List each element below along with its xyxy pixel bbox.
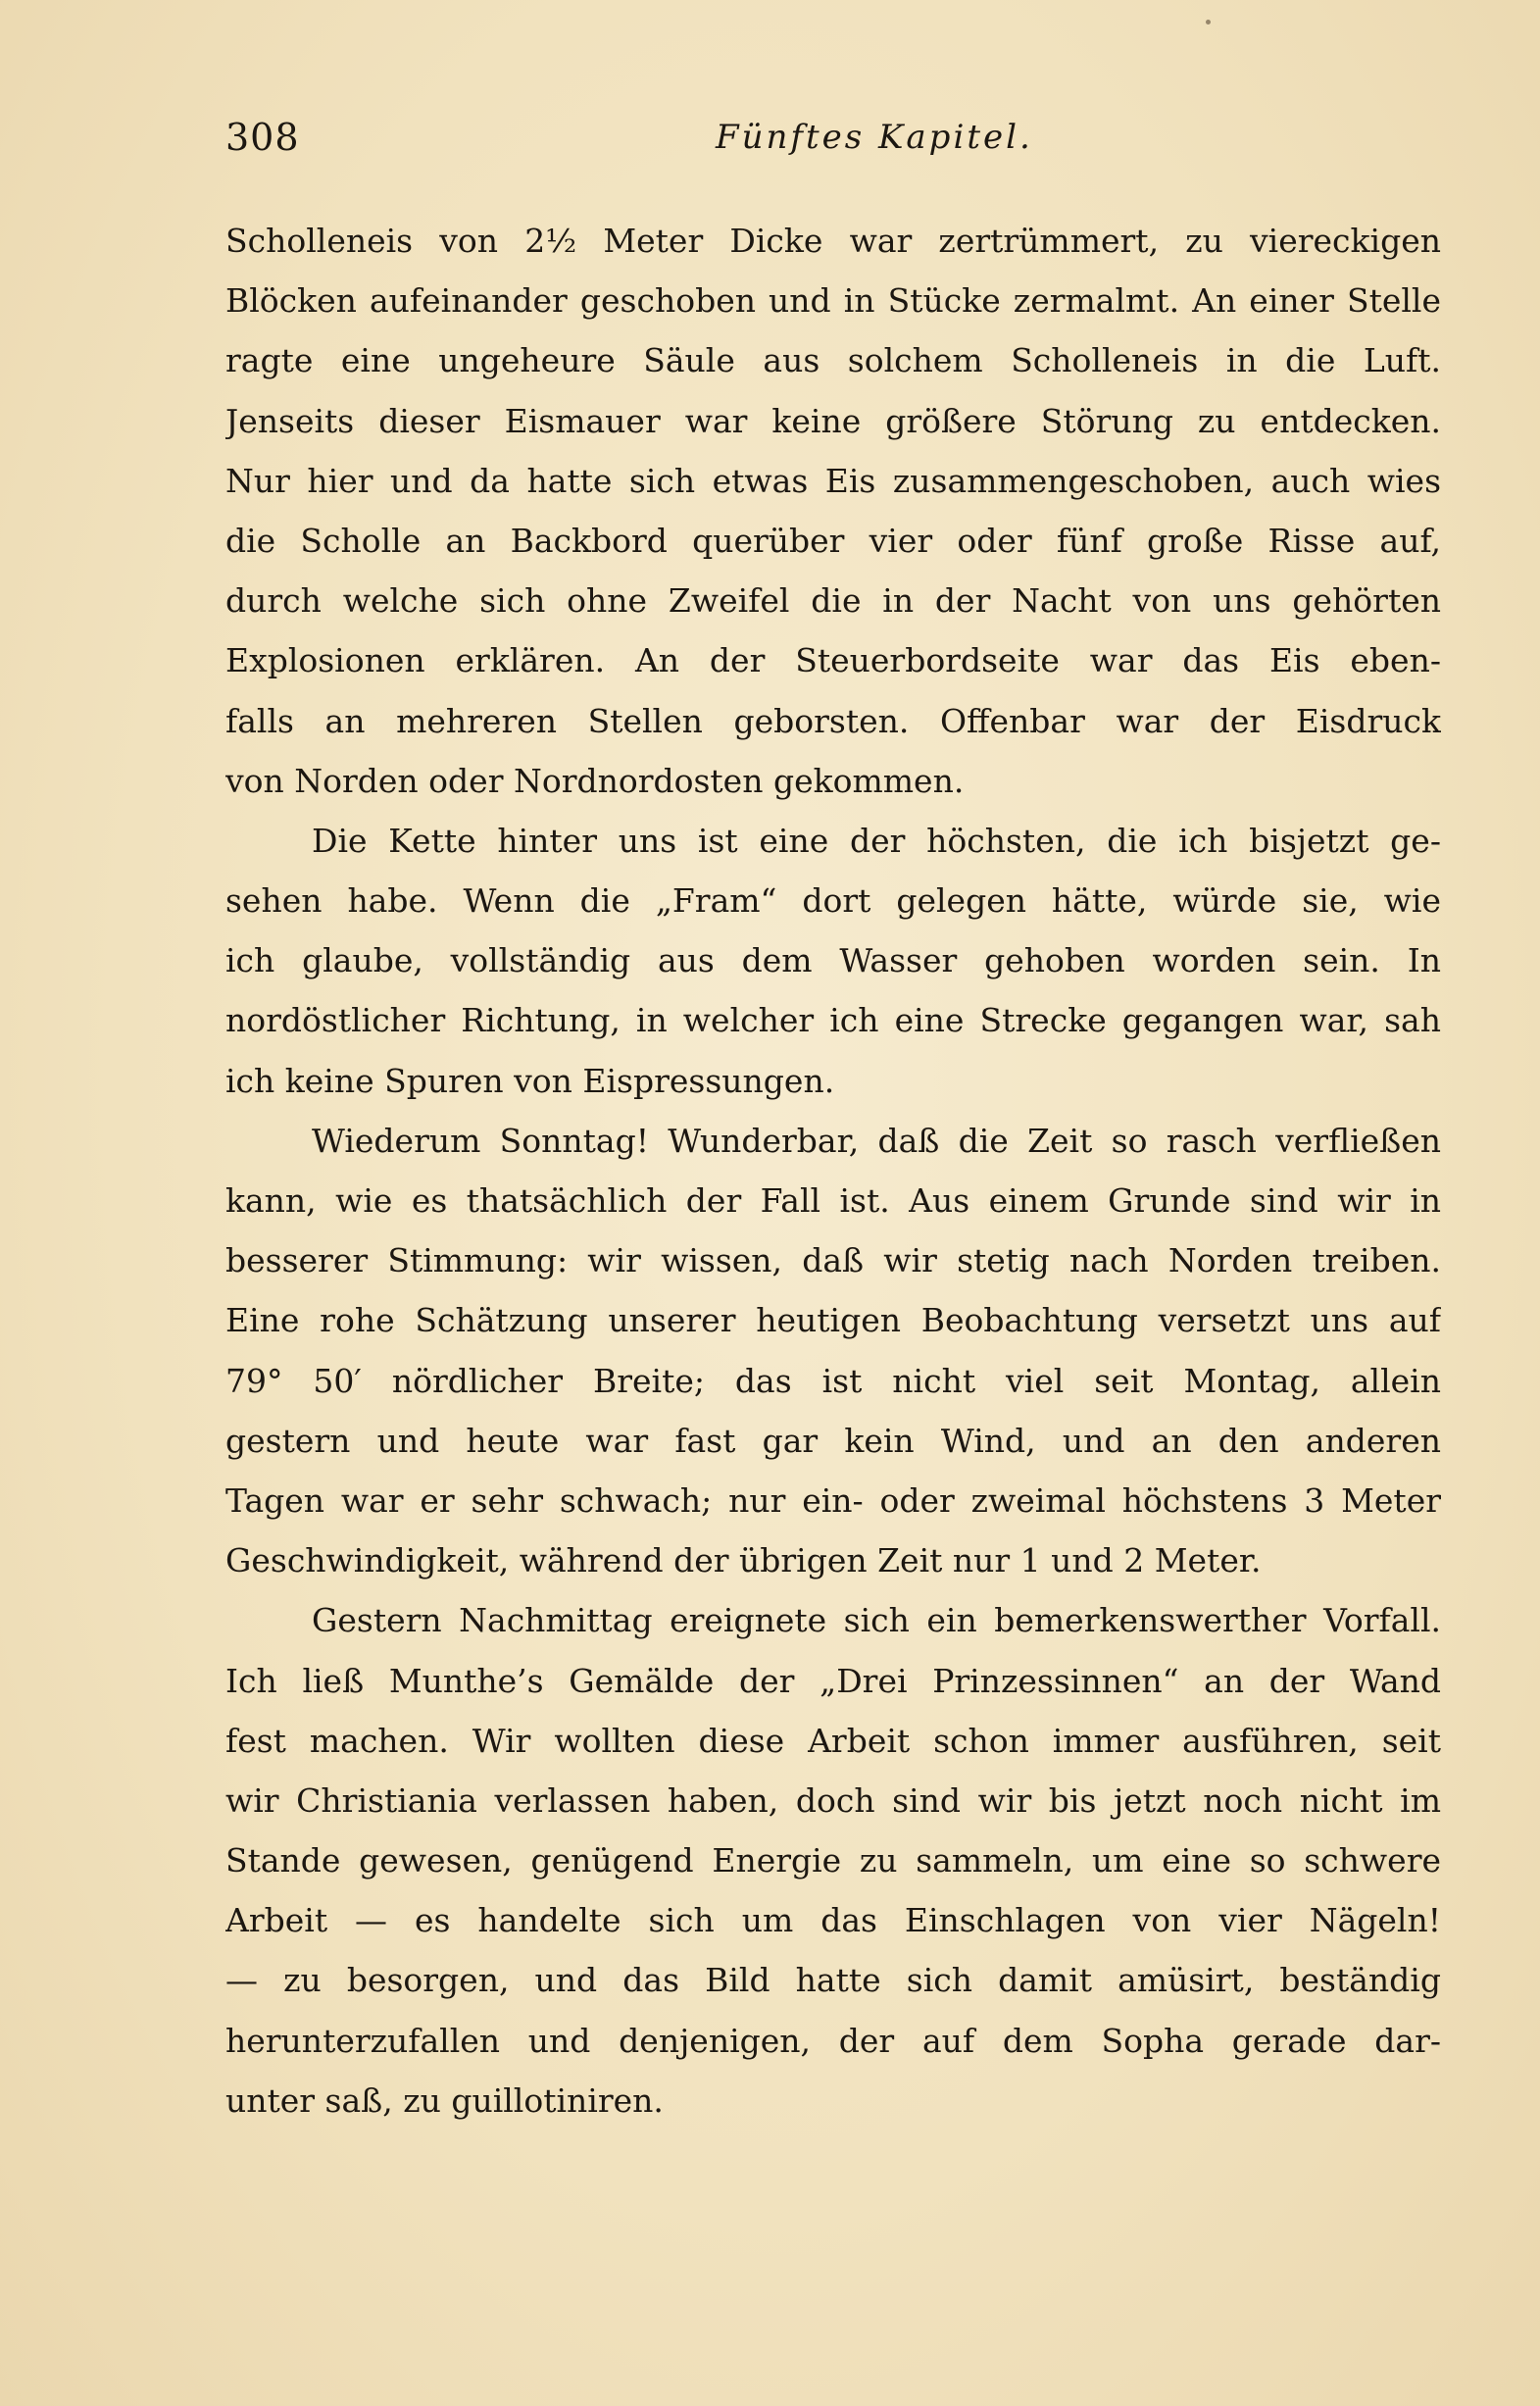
body-text xyxy=(225,211,1441,2130)
text-line: wir Christiania verlassen haben, doch sind wir bis jetzt noch nicht im xyxy=(225,1780,1441,1820)
text-line: Explosionen erklären. An der Steuerbordseite war das Eis eben- xyxy=(225,641,1441,680)
text-line: Ich ließ Munthe’s Gemälde der „Drei Prinzessinnen“ an der Wand xyxy=(225,1661,1441,1700)
running-head: Fünftes Kapitel. xyxy=(716,118,1033,157)
text-line: Arbeit — es handelte sich um das Einschlagen von vier Nägeln! xyxy=(225,1901,1441,1940)
text-line: kann, wie es thatsächlich der Fall ist. Aus einem Grunde sind wir in xyxy=(225,1181,1441,1220)
text-line: Geschwindigkeit, während der übrigen Zeit nur 1 und 2 Meter. xyxy=(225,1541,1262,1580)
text-line: Eine rohe Schätzung unserer heutigen Beobachtung versetzt uns auf xyxy=(225,1301,1441,1340)
text-line: 79° 50′ nördlicher Breite; das ist nicht viel seit Montag, allein xyxy=(225,1361,1441,1400)
text-line: ich keine Spuren von Eispressungen. xyxy=(225,1061,835,1100)
text-line: durch welche sich ohne Zweifel die in der Nacht von uns gehörten xyxy=(225,581,1441,621)
paragraph-3 xyxy=(225,1111,1441,1591)
text-line: Jenseits dieser Eismauer war keine größere Störung zu entdecken. xyxy=(225,401,1441,440)
text-line: Gestern Nachmittag ereignete sich ein bemerkenswerther Vorfall. xyxy=(312,1601,1441,1640)
text-line: von Norden oder Nordnordosten gekommen. xyxy=(225,761,965,800)
text-line: sehen habe. Wenn die „Fram“ dort gelegen hätte, würde sie, wie xyxy=(225,881,1441,921)
text-line: gestern und heute war fast gar kein Wind, und an den anderen xyxy=(225,1421,1441,1460)
text-line: Stande gewesen, genügend Energie zu sammeln, um eine so schwere xyxy=(225,1841,1441,1880)
text-line: Tagen war er sehr schwach; nur ein- oder zweimal höchstens 3 Meter xyxy=(225,1480,1441,1520)
text-line: — zu besorgen, und das Bild hatte sich damit amüsirt, beständig xyxy=(225,1961,1441,2000)
text-line: ragte eine ungeheure Säule aus solchem Scholleneis in die Luft. xyxy=(225,341,1441,380)
text-line: Blöcken aufeinander geschoben und in Stücke zermalmt. An einer Stelle xyxy=(225,281,1441,321)
speck xyxy=(1206,20,1211,25)
text-line: Wiederum Sonntag! Wunderbar, daß die Zeit so rasch verfließen xyxy=(312,1121,1441,1160)
text-line: Scholleneis von 2½ Meter Dicke war zertrümmert, zu viereckigen xyxy=(225,222,1441,260)
text-line: besserer Stimmung: wir wissen, daß wir stetig nach Norden treiben. xyxy=(225,1241,1441,1280)
text-line: die Scholle an Backbord querüber vier oder fünf große Risse auf, xyxy=(225,521,1441,560)
page-header xyxy=(225,116,1245,175)
text-line: ich glaube, vollständig aus dem Wasser gehoben worden sein. In xyxy=(225,941,1441,980)
paragraph-2 xyxy=(225,811,1441,1111)
paragraph-1 xyxy=(225,211,1441,811)
text-line: herunterzufallen und denjenigen, der auf dem Sopha gerade dar- xyxy=(225,2021,1441,2060)
text-line: fest machen. Wir wollten diese Arbeit schon immer ausführen, seit xyxy=(225,1721,1441,1760)
text-line: Die Kette hinter uns ist eine der höchsten, die ich bisjetzt ge- xyxy=(312,821,1441,860)
text-line: unter saß, zu guillotiniren. xyxy=(225,2080,664,2120)
text-line: falls an mehreren Stellen geborsten. Offenbar war der Eisdruck xyxy=(225,701,1441,740)
text-line: Nur hier und da hatte sich etwas Eis zusammengeschoben, auch wies xyxy=(225,461,1441,500)
page-number: 308 xyxy=(225,116,300,159)
text-line: nordöstlicher Richtung, in welcher ich eine Strecke gegangen war, sah xyxy=(225,1001,1441,1040)
paragraph-4 xyxy=(225,1590,1441,2130)
